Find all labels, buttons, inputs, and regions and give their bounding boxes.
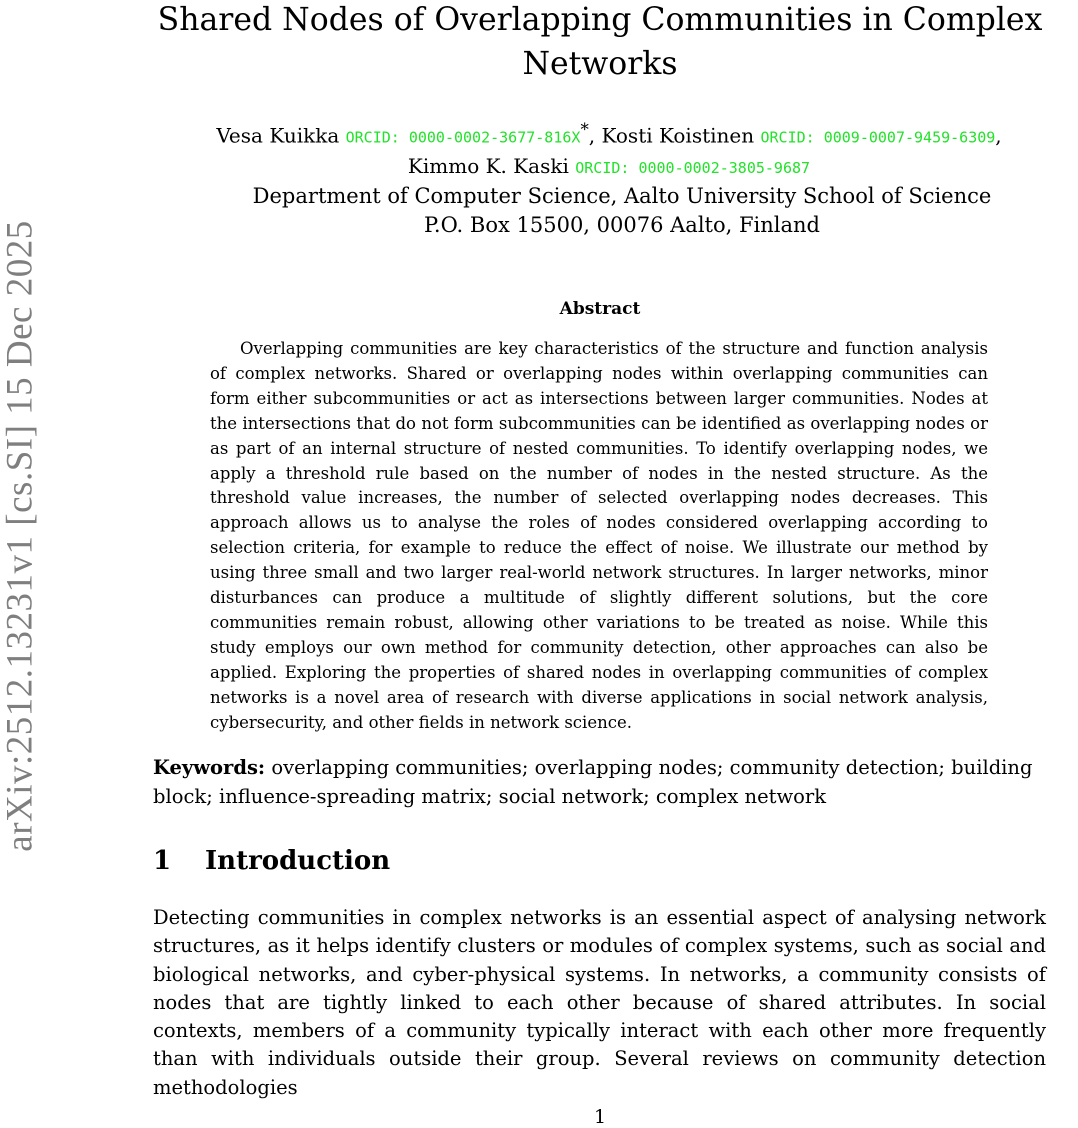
orcid-link[interactable]: ORCID: 0000-0002-3677-816X [345,128,581,147]
corresponding-mark: * [580,120,589,139]
keywords-text: overlapping communities; overlapping nodes; community detection; building block; influence-spreading matrix; social network; complex network [153,756,1033,808]
affiliation-line-1: Department of Computer Science, Aalto University School of Science [252,184,992,208]
abstract-heading: Abstract [559,299,641,319]
affiliation-line-2: P.O. Box 15500, 00076 Aalto, Finland [424,213,820,237]
section-heading [153,846,390,876]
affiliation [200,182,1044,240]
arxiv-stamp [0,0,48,1128]
author-list [140,116,1078,182]
author-separator: , [588,123,602,148]
keywords-label: Keywords: [153,756,266,779]
paper-title: Shared Nodes of Overlapping Communities in Complex Networks [157,2,1043,82]
abstract-text: Overlapping communities are key characteristics of the structure and function analysis of complex networks. Shared or overlapping nodes within overlapping communities can form either subcommunities or act as intersections between larger communities. Nodes at the intersections that do not form subcommunities can be identified as overlapping nodes or as part of an internal structure of nested communities. To identify overlapping nodes, we apply a threshold rule based on the number of nodes in the nested structure. As the threshold value increases, the number of selected overlapping nodes decreases. This approach allows us to analyse the roles of nodes considered overlapping according to selection criteria, for example to reduce the effect of noise. We illustrate our method by using three small and two larger real-world network structures. In larger networks, minor disturbances can produce a multitude of slightly different solutions, but the core communities remain robust, allowing other variations to be treated as noise. While this study employs our own method for community detection, other approaches can also be applied. Exploring the properties of shared nodes in overlapping communities of complex networks is a novel area of research with diverse applications in social network analysis, cybersecurity, and other fields in network science. [210,339,988,732]
arxiv-id: arXiv:2512.13231v1 [cs.SI] 15 Dec 2025 [0,220,41,852]
author-name: Kimmo K. Kaski [407,153,569,178]
introduction-text: Detecting communities in complex networks is an essential aspect of analysing network structures, as it helps identify clusters or modules of complex systems, such as social and biological networks, and cyber-physical systems. In networks, a community consists of nodes that are tightly linked to each other because of shared attributes. In social contexts, members of a community typically interact with each other more frequently than with individuals outside their group. Several reviews on community detection methodologies [153,906,1046,1099]
author-separator: , [995,123,1002,148]
author-name: Vesa Kuikka [216,123,340,148]
section-number: 1 [153,846,172,876]
orcid-link[interactable]: ORCID: 0000-0002-3805-9687 [575,158,811,177]
keywords [153,754,1046,811]
page-number: 1 [593,1106,607,1128]
author-line-2 [140,152,1078,182]
author-line-1 [140,116,1078,152]
section-title: Introduction [205,846,391,876]
orcid-link[interactable]: ORCID: 0009-0007-9459-6309 [760,128,996,147]
author-name: Kosti Koistinen [601,123,755,148]
